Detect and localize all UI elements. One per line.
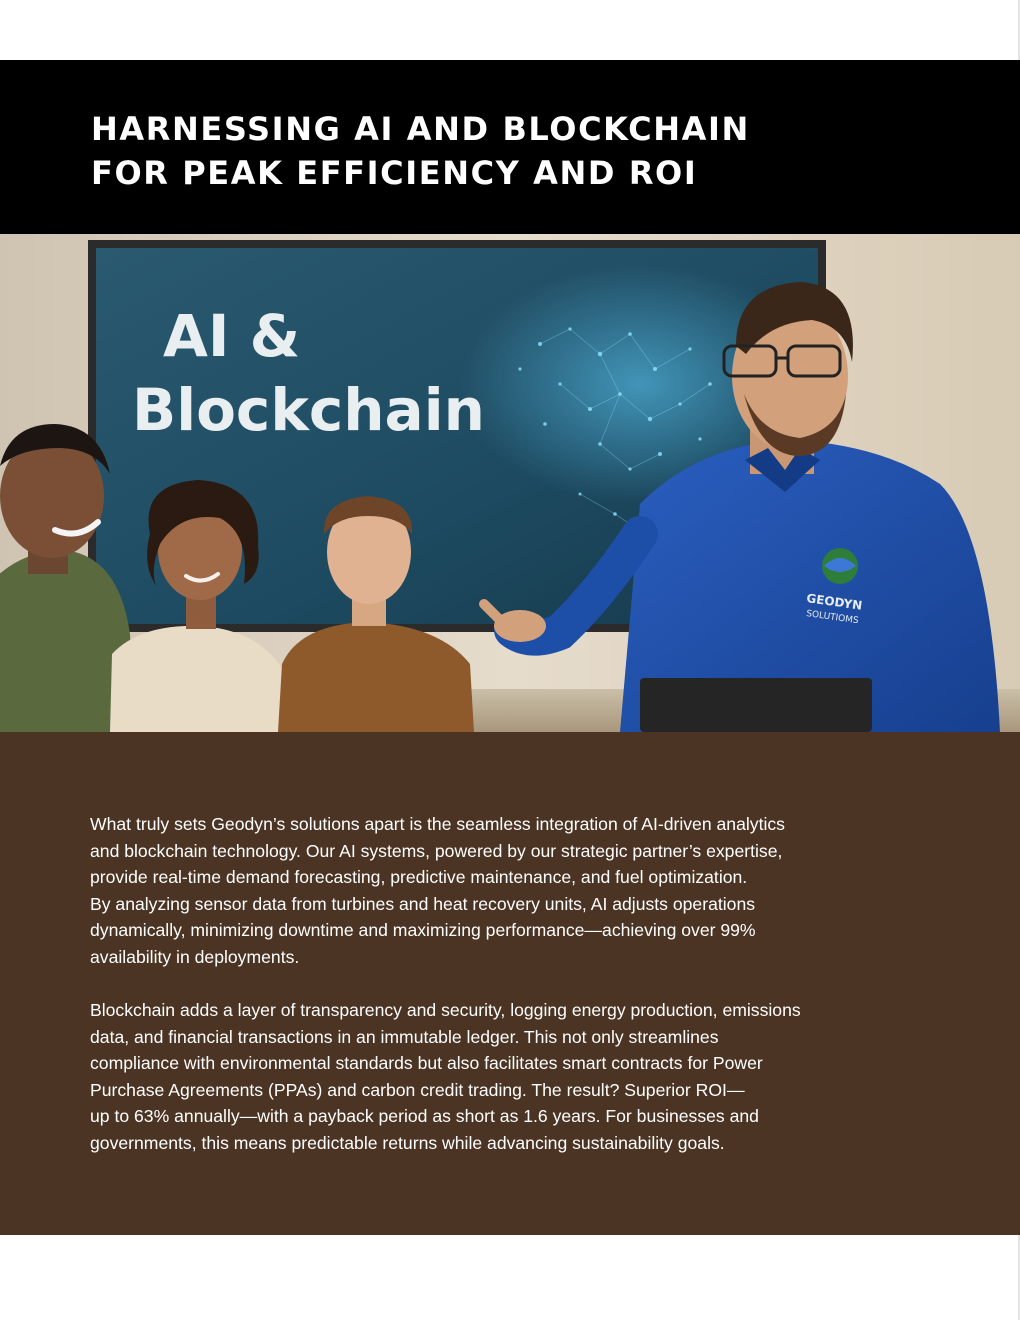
paragraph-line: data, and financial transactions in an immutable ledger. This not only streamlines	[90, 1026, 719, 1047]
title-band	[0, 60, 1020, 234]
title-line-1: HARNESSING AI AND BLOCKCHAIN	[91, 110, 750, 148]
paragraph-line: compliance with environmental standards but also facilitates smart contracts for Power	[90, 1053, 763, 1073]
hero-photo	[0, 234, 1020, 732]
paragraph-line: Purchase Agreements (PPAs) and carbon credit trading. The result? Superior ROI—	[90, 1079, 745, 1100]
screen-text-line-2: Blockchain	[132, 376, 485, 444]
paragraph-line: availability in deployments.	[90, 946, 300, 967]
paragraph-line: provide real-time demand forecasting, predictive maintenance, and fuel optimization.	[90, 867, 748, 887]
hero-photo-illustration	[0, 234, 1020, 732]
paragraph-line: Blockchain adds a layer of transparency and security, logging energy production, emissions	[90, 1000, 801, 1020]
paragraph-blockchain	[90, 997, 930, 1156]
paragraph-line: up to 63% annually—with a payback period as short as 1.6 years. For businesses and	[90, 1106, 759, 1126]
shirt-logo-line-2: SOLUTIOMS	[805, 609, 860, 627]
body-section	[0, 732, 1020, 1235]
paragraph-line: governments, this means predictable returns while advancing sustainability goals.	[90, 1132, 725, 1153]
page-title	[91, 107, 911, 195]
paragraph-line: dynamically, minimizing downtime and maximizing performance—achieving over 99%	[90, 920, 756, 940]
title-line-2: FOR PEAK EFFICIENCY AND ROI	[91, 154, 698, 192]
paragraph-line: and blockchain technology. Our AI systems, powered by our strategic partner’s expertise,	[90, 840, 783, 861]
shirt-logo-line-1: GEODYN	[805, 591, 864, 613]
screen-text-line-1: AI &	[163, 302, 301, 370]
paragraph-line: What truly sets Geodyn’s solutions apart is the seamless integration of AI-driven analytics	[90, 814, 785, 834]
paragraph-line: By analyzing sensor data from turbines and heat recovery units, AI adjusts operations	[90, 893, 756, 914]
paragraph-integration	[90, 811, 930, 970]
